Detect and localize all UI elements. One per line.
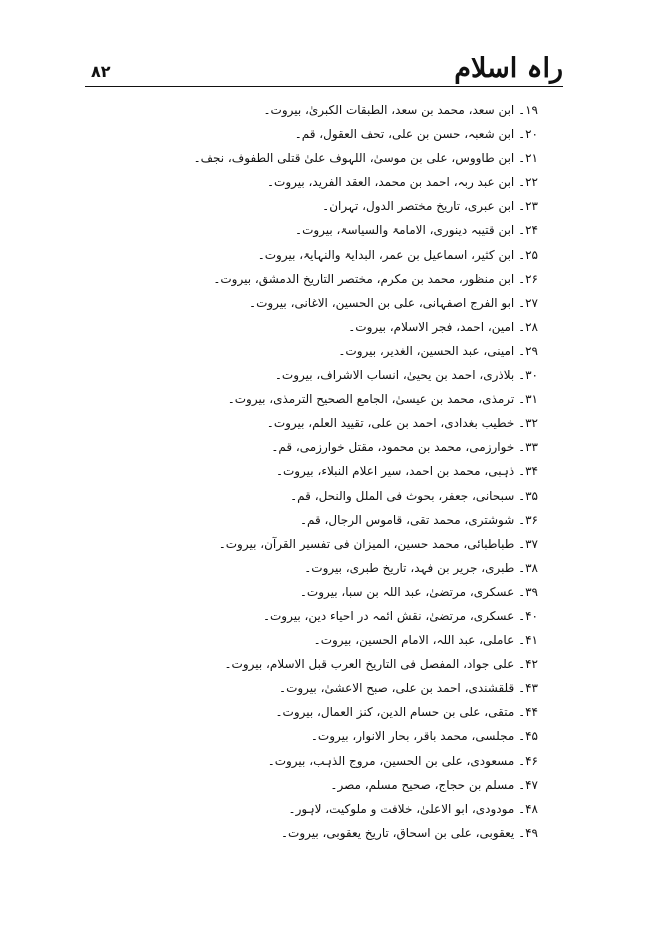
reference-item: ۲۱۔ ابن طاووس، علی بن موسیٰ، اللہوف علیٰ قتلی الطفوف، نجف۔ xyxy=(193,151,538,166)
page-number: ۸۲ xyxy=(91,62,111,81)
reference-item: ۳۲۔ خطیب بغدادی، احمد بن علی، تقیید العلم، بیروت۔ xyxy=(266,416,538,431)
reference-item: ۲۵۔ ابن کثیر، اسماعیل بن عمر، البدایۃ والنہایۃ، بیروت۔ xyxy=(257,247,538,262)
reference-item: ۲۰۔ ابن شعبہ، حسن بن علی، تحف العقول، قم۔ xyxy=(294,127,538,142)
reference-item: ۳۳۔ خوارزمی، محمد بن محمود، مقتل خوارزمی، قم۔ xyxy=(271,440,538,455)
reference-item: ۴۰۔ عسکری، مرتضیٰ، نقش ائمہ در احیاء دین، بیروت۔ xyxy=(262,608,538,623)
reference-item: ۴۱۔ عاملی، عبد اللہ، الامام الحسین، بیروت۔ xyxy=(313,633,538,648)
running-title: راہ اسلام xyxy=(454,53,563,84)
reference-item: ۳۵۔ سبحانی، جعفر، بحوث فی الملل والنحل، قم۔ xyxy=(290,488,538,503)
reference-item: ۲۷۔ ابو الفرج اصفہانی، علی بن الحسین، الاغانی، بیروت۔ xyxy=(249,295,538,310)
reference-item: ۳۱۔ ترمذی، محمد بن عیسیٰ، الجامع الصحیح الترمذی، بیروت۔ xyxy=(227,392,538,407)
reference-item: ۴۵۔ مجلسی، محمد باقر، بحار الانوار، بیروت۔ xyxy=(310,729,538,744)
reference-item: ۲۹۔ امینی، عبد الحسین، الغدیر، بیروت۔ xyxy=(338,343,538,358)
reference-item: ۳۷۔ طباطبائی، محمد حسین، المیزان فی تفسیر القرآن، بیروت۔ xyxy=(218,536,538,551)
reference-item: ۳۹۔ عسکری، مرتضیٰ، عبد اللہ بن سبا، بیروت۔ xyxy=(299,584,538,599)
reference-item: ۲۴۔ ابن قتیبہ دینوری، الامامۃ والسیاسۃ، بیروت۔ xyxy=(295,223,538,238)
reference-item: ۴۹۔ یعقوبی، علی بن اسحاق، تاریخ یعقوبی، بیروت۔ xyxy=(280,825,538,840)
reference-item: ۴۴۔ متقی، علی بن حسام الدین، کنز العمال، بیروت۔ xyxy=(275,705,538,720)
reference-item: ۳۶۔ شوشتری، محمد تقی، قاموس الرجال، قم۔ xyxy=(299,512,538,527)
reference-item: ۴۲۔ علی جواد، المفصل فی التاریخ العرب قبل الاسلام، بیروت۔ xyxy=(224,657,538,672)
reference-item: ۲۸۔ امین، احمد، فجر الاسلام، بیروت۔ xyxy=(348,319,538,334)
reference-item: ۲۳۔ ابن عبری، تاریخ مختصر الدول، تہران۔ xyxy=(322,199,538,214)
reference-item: ۱۹۔ ابن سعد، محمد بن سعد، الطبقات الکبریٰ، بیروت۔ xyxy=(263,103,538,117)
reference-item: ۳۸۔ طبری، جریر بن فہد، تاریخ طبری، بیروت۔ xyxy=(304,560,538,575)
reference-item: ۴۷۔ مسلم بن حجاج، صحیح مسلم، مصر۔ xyxy=(330,777,538,792)
reference-item: ۲۶۔ ابن منظور، محمد بن مکرم، مختصر التاریخ الدمشق، بیروت۔ xyxy=(213,271,538,286)
reference-item: ۴۳۔ قلقشندی، احمد بن علی، صبح الاعشیٰ، بیروت۔ xyxy=(279,681,538,696)
reference-list xyxy=(98,98,538,845)
reference-item: ۳۴۔ ذہبی، محمد بن احمد، سیر اعلام النبلاء، بیروت۔ xyxy=(275,464,538,479)
reference-item: ۴۶۔ مسعودی، علی بن الحسین، مروج الذہب، بیروت۔ xyxy=(267,753,538,768)
reference-item: ۲۲۔ ابن عبد ربہ، احمد بن محمد، العقد الفرید، بیروت۔ xyxy=(267,175,538,190)
header-rule xyxy=(85,86,563,87)
reference-item: ۳۰۔ بلاذری، احمد بن یحییٰ، انساب الاشراف، بیروت۔ xyxy=(274,368,538,383)
reference-item: ۴۸۔ مودودی، ابو الاعلیٰ، خلافت و ملوکیت، لاہور۔ xyxy=(288,801,538,816)
